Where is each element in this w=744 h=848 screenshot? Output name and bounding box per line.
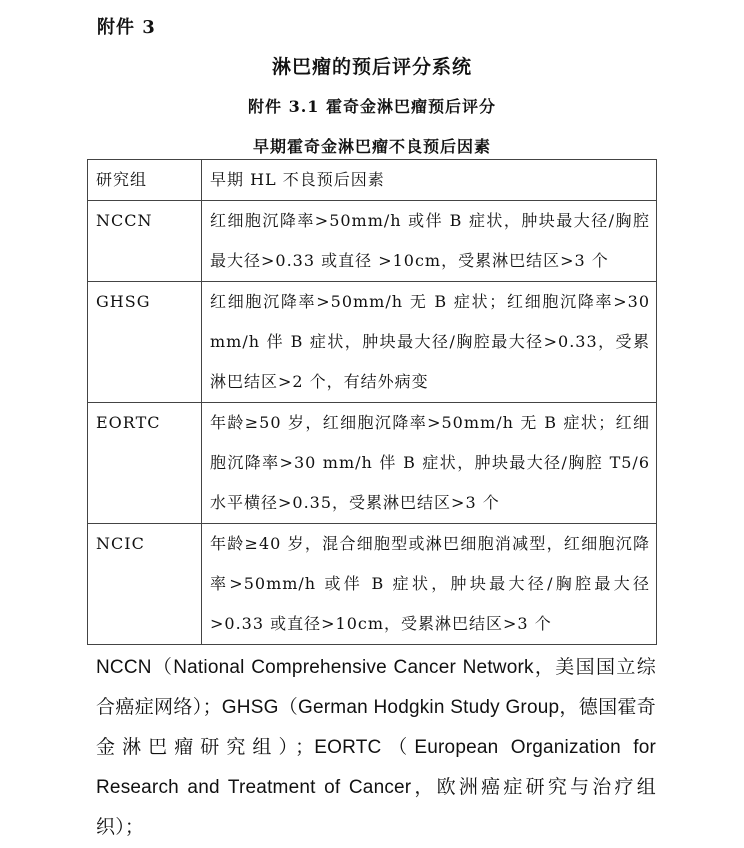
cell-group: NCCN [88,201,202,282]
table-row [88,201,657,282]
table-row [88,524,657,645]
section-subtitle: 附件 3.1 霍奇金淋巴瘤预后评分 [248,97,496,116]
table-title: 早期霍奇金淋巴瘤不良预后因素 [252,137,491,156]
cell-group: NCIC [88,524,202,645]
cell-factors: 红细胞沉降率>50mm/h 无 B 症状；红细胞沉降率>30 mm/h 伴 B 症状，肿块最大径/胸腔最大径>0.33，受累淋巴结区>2 个，有结外病变 [202,282,657,403]
table-row [88,403,657,524]
prognostic-factors-table [87,159,657,645]
table-row [88,282,657,403]
cell-group: GHSG [88,282,202,403]
cell-group: EORTC [88,403,202,524]
cell-factors: 红细胞沉降率>50mm/h 或伴 B 症状，肿块最大径/胸腔最大径>0.33 或直径 >10cm，受累淋巴结区>3 个 [202,201,657,282]
annex-label: 附件 3 [97,17,156,38]
header-factors: 早期 HL 不良预后因素 [202,160,657,201]
cell-factors: 年龄≥40 岁，混合细胞型或淋巴细胞消减型，红细胞沉降率>50mm/h 或伴 B 症状，肿块最大径/胸腔最大径>0.33 或直径>10cm，受累淋巴结区>3 个 [202,524,657,645]
header-study-group: 研究组 [88,160,202,201]
cell-factors: 年龄≥50 岁，红细胞沉降率>50mm/h 无 B 症状；红细胞沉降率>30 mm/h 伴 B 症状，肿块最大径/胸腔 T5/6 水平横径>0.35，受累淋巴结区>3 个 [202,403,657,524]
table-header-row [88,160,657,201]
page-title: 淋巴瘤的预后评分系统 [271,56,472,78]
abbreviations-footnote: NCCN（National Comprehensive Cancer Network，美国国立综合癌症网络）；GHSG（German Hodgkin Study Group，德国霍奇金淋巴瘤研究组）；EORTC（European Organization for Research and Treatment of Cancer，欧洲癌症研究与治疗组织）； [96,657,656,838]
